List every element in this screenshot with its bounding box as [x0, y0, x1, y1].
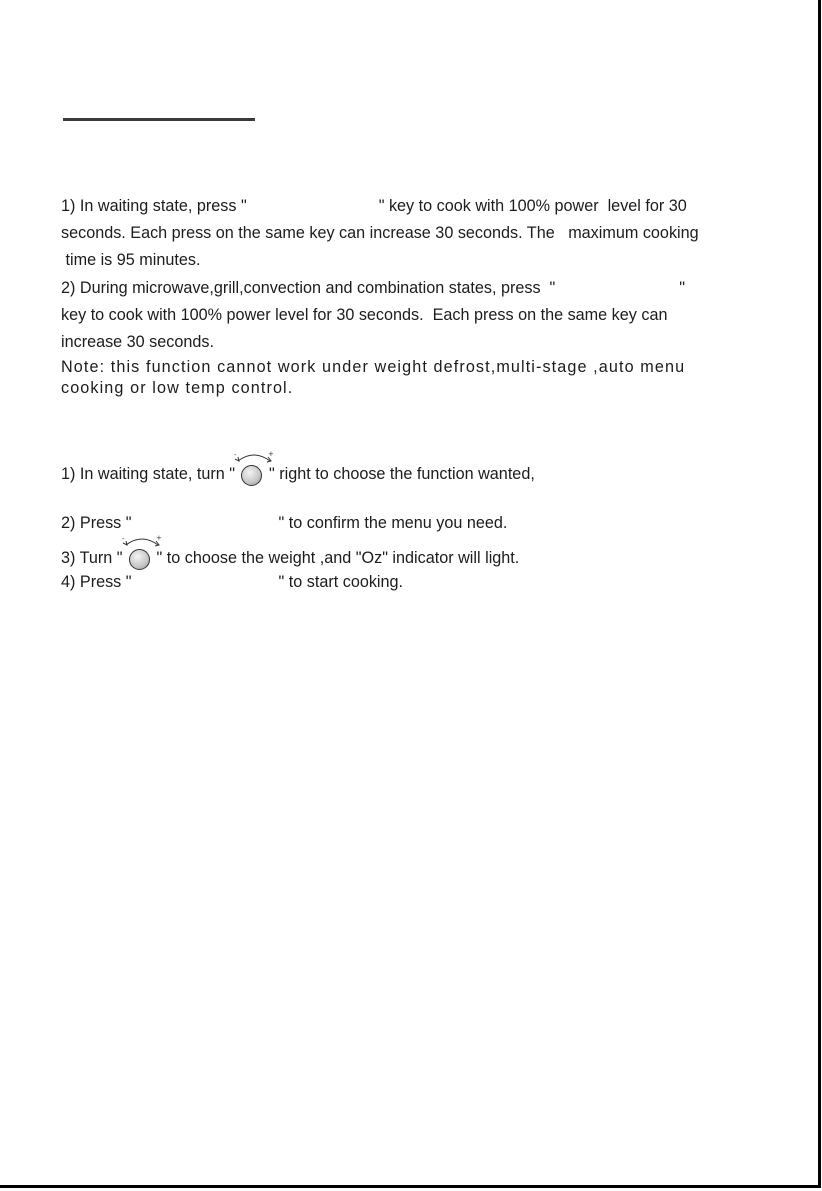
- svg-text:+: +: [268, 450, 274, 458]
- heading-underline: [63, 118, 255, 121]
- quick-start-line-5: key to cook with 100% power level for 30 seconds. Each press on the same key can: [61, 306, 668, 324]
- dial-knob-icon: [121, 534, 162, 569]
- quick-start-line-2: seconds. Each press on the same key can increase 30 seconds. The maximum cooking: [61, 224, 699, 242]
- quick-start-line-3: time is 95 minutes.: [61, 251, 201, 269]
- auto-menu-step-1: 1) In waiting state, turn " - + " right to choose the function wanted,: [61, 459, 535, 485]
- svg-text:+: +: [155, 534, 162, 542]
- svg-text:-: -: [121, 535, 125, 543]
- note-line-1: Note: this function cannot work under weight defrost,multi-stage ,auto menu: [61, 358, 686, 376]
- note-line-2: cooking or low temp control.: [61, 379, 294, 397]
- quick-start-line-1: 1) In waiting state, press " " key to cook with 100% power level for 30: [61, 197, 687, 215]
- svg-text:-: -: [234, 451, 237, 459]
- quick-start-line-6: increase 30 seconds.: [61, 333, 214, 351]
- quick-start-line-4: 2) During microwave,grill,convection and combination states, press " ": [61, 279, 686, 297]
- auto-menu-step-4: 4) Press " " to start cooking.: [61, 573, 404, 591]
- auto-menu-step-2: 2) Press " " to confirm the menu you need.: [61, 514, 508, 532]
- auto-menu-step-3: 3) Turn " - + " to choose the weight ,and "Oz" indicator will light.: [61, 543, 519, 569]
- dial-knob-icon: [234, 450, 274, 485]
